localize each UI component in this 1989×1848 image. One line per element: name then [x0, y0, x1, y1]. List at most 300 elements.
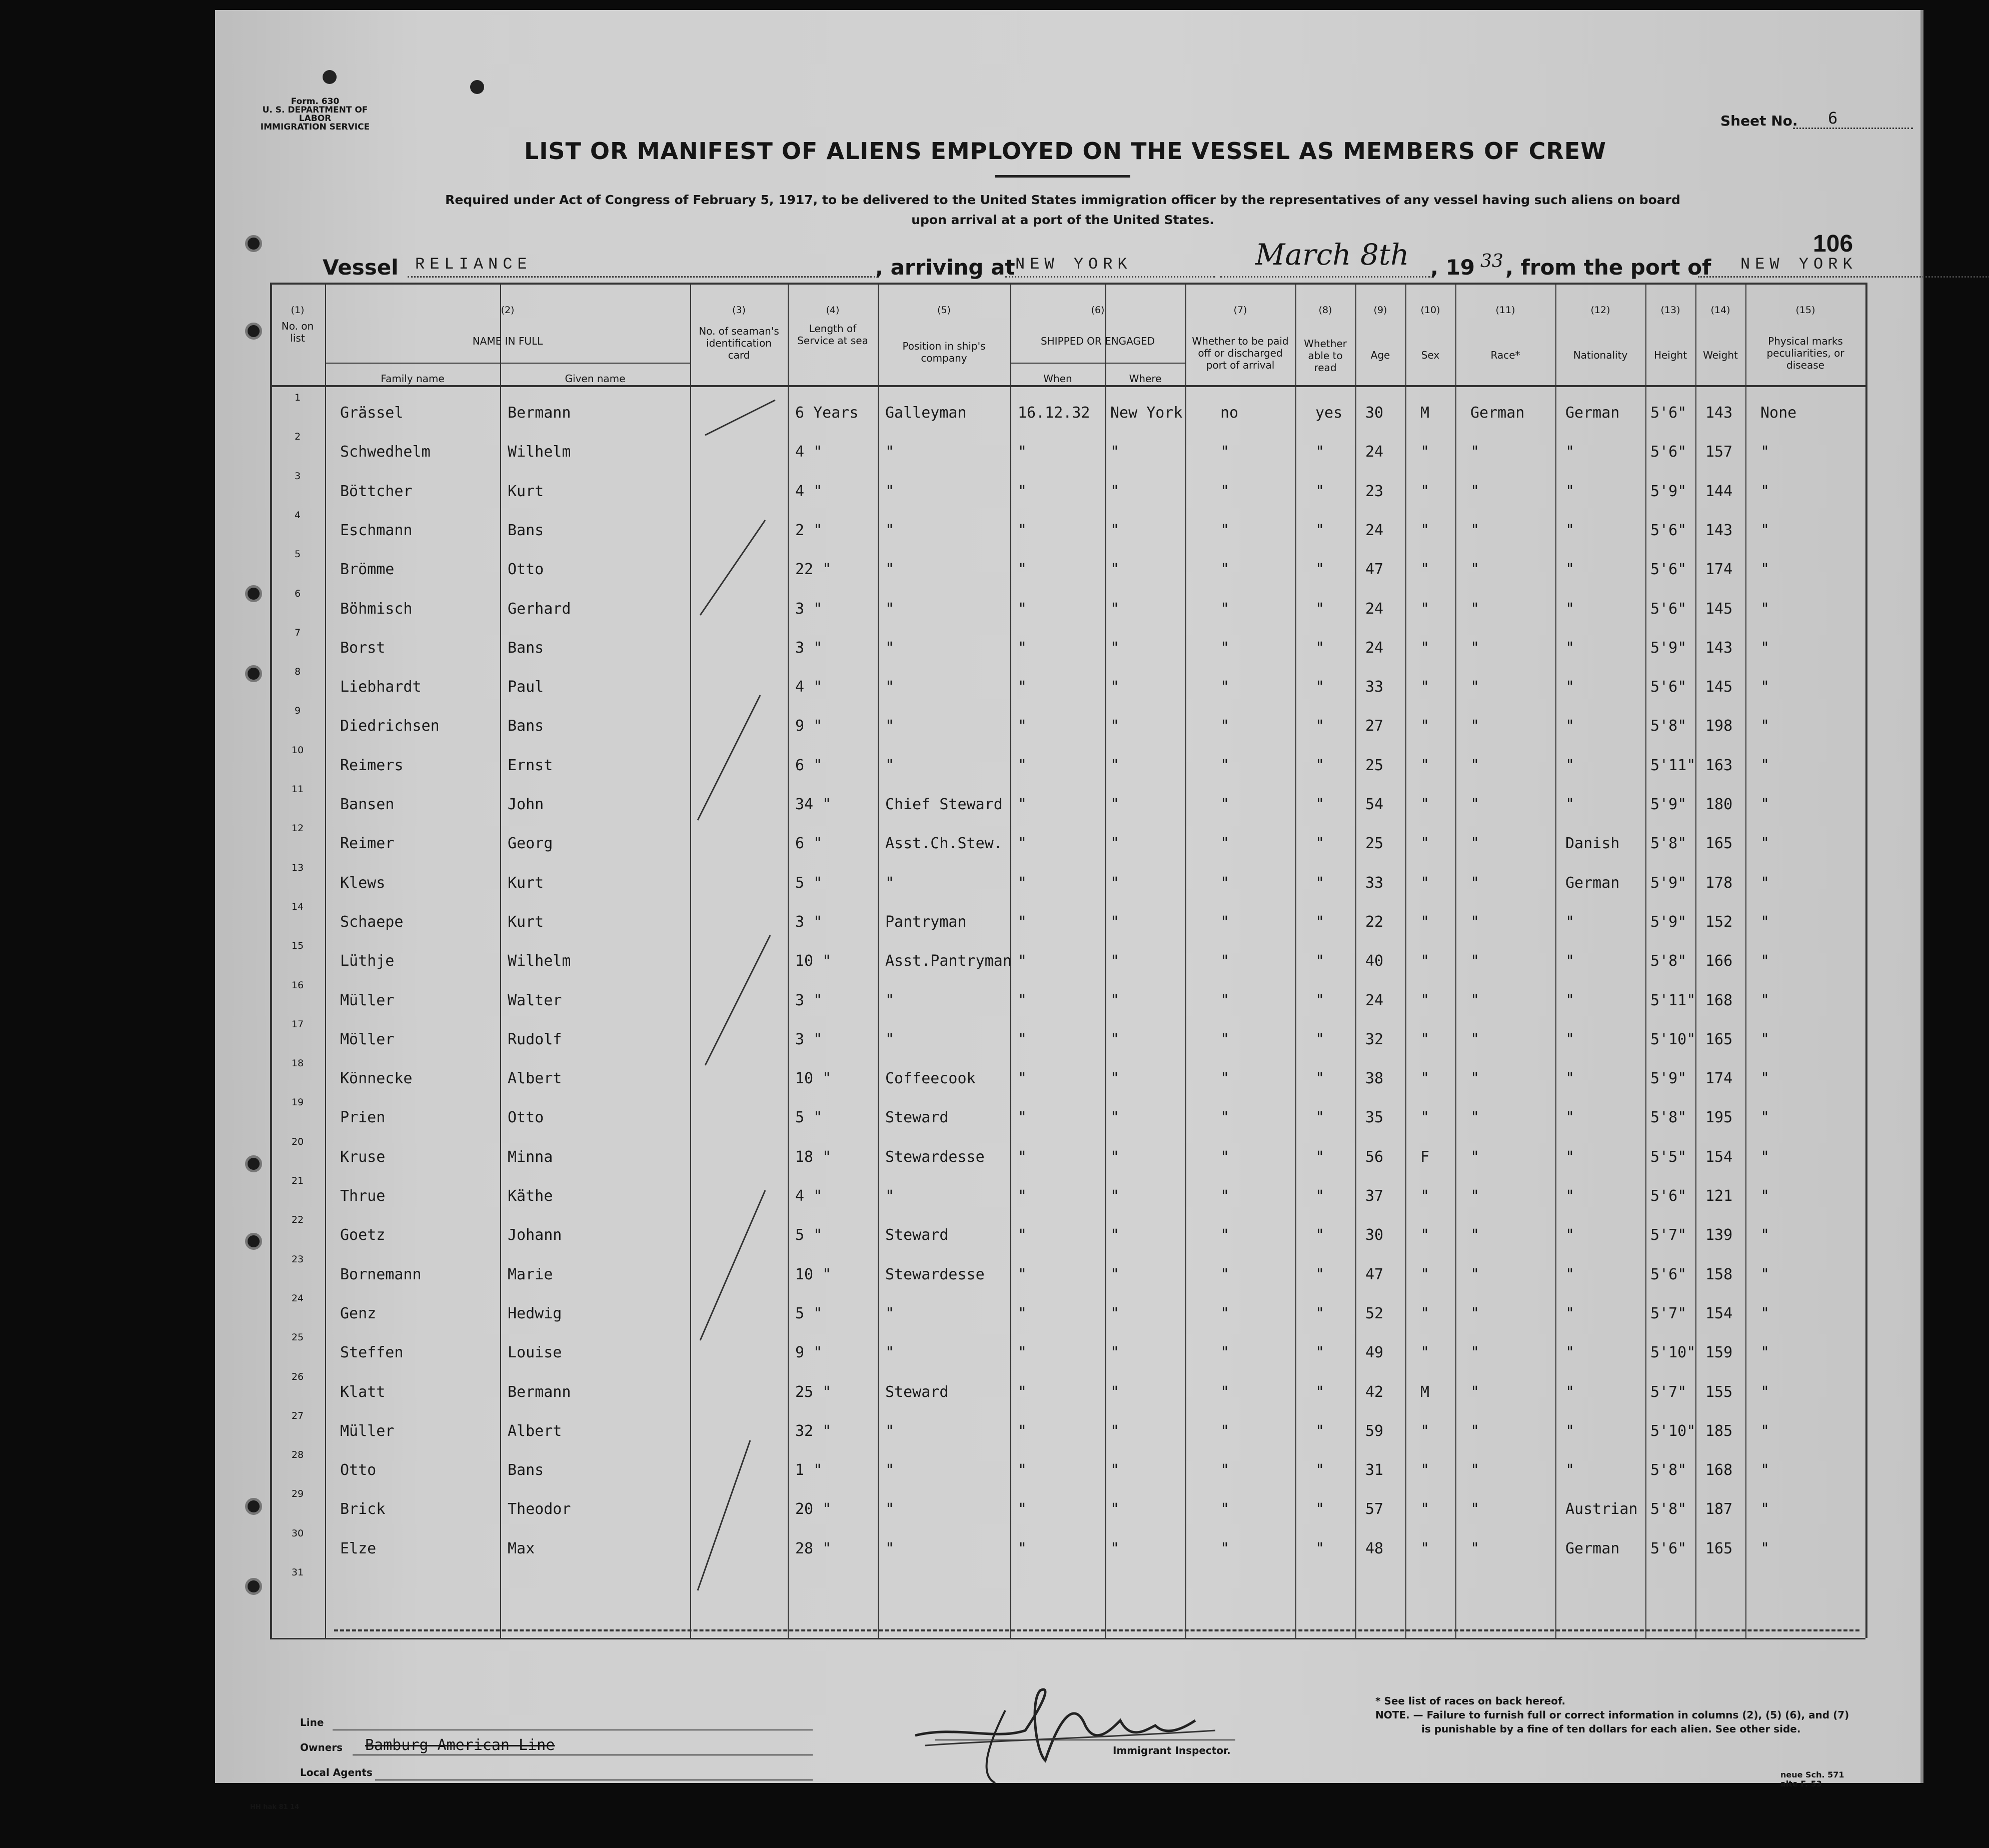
service-cell: 10 " — [795, 1265, 832, 1283]
sheet-number — [1720, 109, 1838, 129]
weight-cell: 174 — [1705, 561, 1733, 579]
sheet-number-line — [1793, 128, 1913, 129]
paid-off-cell: " — [1220, 600, 1230, 618]
service-cell: 4 " — [795, 482, 823, 500]
shipped-when-cell: " — [1018, 600, 1027, 618]
marks-cell: " — [1760, 952, 1770, 970]
age-cell: 49 — [1365, 1344, 1384, 1362]
family-name-cell: Thrue — [340, 1187, 386, 1205]
race-cell: " — [1470, 991, 1480, 1009]
race-cell: " — [1470, 952, 1480, 970]
able-to-read-cell: " — [1315, 1187, 1325, 1205]
given-name-cell: Kurt — [508, 482, 544, 500]
able-to-read-cell: " — [1315, 482, 1325, 500]
able-to-read-cell: " — [1315, 991, 1325, 1009]
shipped-where-cell: " — [1110, 600, 1120, 618]
service-cell: 3 " — [795, 639, 823, 657]
row-31-dash-line — [334, 1629, 1859, 1631]
h-paid-label: Whether to be paid off or discharged port of arrival — [1192, 335, 1289, 371]
position-cell: " — [885, 443, 895, 461]
given-name-cell: Bans — [508, 717, 544, 735]
shipped-where-cell: " — [1110, 1109, 1120, 1127]
given-name-cell: Hedwig — [508, 1304, 562, 1322]
line-underline — [333, 1729, 813, 1730]
family-name-cell: Steffen — [340, 1344, 404, 1362]
service-cell: 3 " — [795, 1030, 823, 1048]
h-shipped-label: SHIPPED OR ENGAGED — [1040, 335, 1155, 347]
h-age-number: (9) — [1373, 305, 1387, 316]
service-cell: 28 " — [795, 1539, 832, 1557]
age-cell: 33 — [1365, 678, 1384, 696]
row-number-cell: 7 — [294, 627, 301, 638]
row-number-cell: 19 — [291, 1097, 304, 1108]
paid-off-cell: " — [1220, 1461, 1230, 1479]
race-cell: " — [1470, 796, 1480, 813]
age-cell: 56 — [1365, 1148, 1384, 1166]
owners-value: Bamburg American Line — [365, 1736, 555, 1754]
h-card-label: No. of seaman's identification card — [699, 325, 779, 361]
family-name-cell: Goetz — [340, 1226, 386, 1244]
race-cell: German — [1470, 404, 1525, 422]
service-cell: 9 " — [795, 1344, 823, 1362]
height-cell: 5'8" — [1650, 1109, 1687, 1127]
nationality-cell: German — [1565, 874, 1620, 892]
given-name-cell: Kurt — [508, 913, 544, 931]
race-cell: " — [1470, 1109, 1480, 1127]
manifest-sheet — [215, 10, 1923, 1811]
h-sex-label: Sex — [1421, 349, 1440, 361]
paid-off-cell: " — [1220, 756, 1230, 774]
shipped-when-cell: " — [1018, 561, 1027, 579]
position-cell: Coffeecook — [885, 1070, 976, 1088]
family-name-cell: Bornemann — [340, 1265, 422, 1283]
h-shipped-number: (6) — [1091, 305, 1105, 316]
race-cell: " — [1470, 913, 1480, 931]
race-cell: " — [1470, 1148, 1480, 1166]
shipped-where-cell: " — [1110, 639, 1120, 657]
shipped-when-cell: " — [1018, 1070, 1027, 1088]
height-cell: 5'6" — [1650, 404, 1687, 422]
service-cell: 10 " — [795, 952, 832, 970]
row-number-cell: 10 — [291, 744, 304, 756]
h-when: When — [1043, 373, 1072, 385]
position-cell: Galleyman — [885, 404, 967, 422]
position-cell: " — [885, 756, 895, 774]
age-cell: 31 — [1365, 1461, 1384, 1479]
marks-cell: " — [1760, 1461, 1770, 1479]
family-name-cell: Grässel — [340, 404, 404, 422]
paid-off-cell: " — [1220, 678, 1230, 696]
race-cell: " — [1470, 639, 1480, 657]
marks-cell: " — [1760, 1226, 1770, 1244]
given-name-cell: Marie — [508, 1265, 553, 1283]
sex-cell: " — [1420, 639, 1430, 657]
marks-cell: " — [1760, 521, 1770, 539]
race-cell: " — [1470, 1187, 1480, 1205]
age-cell: 25 — [1365, 835, 1384, 853]
owners-label: Owners — [300, 1741, 343, 1753]
age-cell: 24 — [1365, 991, 1384, 1009]
weight-cell: 168 — [1705, 1461, 1733, 1479]
row-number-cell: 16 — [291, 979, 304, 991]
given-name-cell: Walter — [508, 991, 562, 1009]
weight-cell: 158 — [1705, 1265, 1733, 1283]
inspector-label: Immigrant Inspector. — [1113, 1744, 1231, 1756]
weight-cell: 154 — [1705, 1148, 1733, 1166]
shipped-where-cell: " — [1110, 835, 1120, 853]
position-cell: " — [885, 1539, 895, 1557]
service-cell: 32 " — [795, 1422, 832, 1440]
h-height-number: (13) — [1660, 305, 1680, 316]
service-cell: 5 " — [795, 1226, 823, 1244]
position-cell: " — [885, 482, 895, 500]
height-cell: 5'6" — [1650, 561, 1687, 579]
service-cell: 9 " — [795, 717, 823, 735]
height-cell: 5'5" — [1650, 1148, 1687, 1166]
penalty-note-1: NOTE. — Failure to furnish full or correct information in columns (2), (5) (6), and (7) — [1375, 1709, 1849, 1721]
sex-cell: " — [1420, 1500, 1430, 1518]
race-cell: " — [1470, 1265, 1480, 1283]
corner-code-1: neue Sch. 571 — [1780, 1770, 1844, 1779]
shipped-where-cell: " — [1110, 1344, 1120, 1362]
able-to-read-cell: " — [1315, 639, 1325, 657]
shipped-when-cell: " — [1018, 1383, 1027, 1401]
able-to-read-cell: " — [1315, 1265, 1325, 1283]
nationality-cell: " — [1565, 1265, 1575, 1283]
nationality-cell: " — [1565, 521, 1575, 539]
shipped-where-cell: " — [1110, 678, 1120, 696]
corner-code-2: alte F. 53 — [1780, 1779, 1822, 1788]
row-number-cell: 15 — [291, 940, 304, 952]
nationality-cell: " — [1565, 561, 1575, 579]
shipped-where-cell: " — [1110, 1304, 1120, 1322]
sex-cell: " — [1420, 521, 1430, 539]
paid-off-cell: " — [1220, 991, 1230, 1009]
marks-cell: " — [1760, 756, 1770, 774]
race-cell: " — [1470, 1344, 1480, 1362]
weight-cell: 165 — [1705, 1539, 1733, 1557]
weight-cell: 163 — [1705, 756, 1733, 774]
given-name-cell: Bans — [508, 1461, 544, 1479]
line-label: Line — [300, 1716, 324, 1728]
race-cell: " — [1470, 1461, 1480, 1479]
h-marks-number: (15) — [1795, 305, 1815, 316]
height-cell: 5'6" — [1650, 678, 1687, 696]
row-number-cell: 24 — [291, 1292, 304, 1304]
family-name-cell: Eschmann — [340, 521, 413, 539]
column-divider — [1865, 283, 1867, 1638]
height-cell: 5'10" — [1650, 1344, 1696, 1362]
row-number-cell: 2 — [294, 431, 301, 443]
h-where: Where — [1129, 373, 1162, 385]
h-read-label: Whether able to read — [1304, 338, 1347, 374]
marks-cell: " — [1760, 1539, 1770, 1557]
h-read-number: (8) — [1318, 305, 1332, 316]
table-row — [270, 1565, 1865, 1604]
page-title: LIST OR MANIFEST OF ALIENS EMPLOYED ON THE VESSEL AS MEMBERS OF CREW — [524, 138, 1606, 165]
race-cell: " — [1470, 1030, 1480, 1048]
family-name-cell: Diedrichsen — [340, 717, 440, 735]
position-cell: " — [885, 561, 895, 579]
row-number-cell: 27 — [291, 1410, 304, 1421]
subtitle-line-1: Required under Act of Congress of February 5, 1917, to be delivered to the United States immigration officer by the representatives of any vessel having such aliens on board — [445, 193, 1680, 207]
weight-cell: 143 — [1705, 639, 1733, 657]
row-number-cell: 30 — [291, 1527, 304, 1539]
shipped-when-cell: " — [1018, 717, 1027, 735]
row-number-cell: 8 — [294, 666, 301, 678]
height-cell: 5'8" — [1650, 1500, 1687, 1518]
position-cell: Steward — [885, 1383, 949, 1401]
paid-off-cell: " — [1220, 1304, 1230, 1322]
sex-cell: " — [1420, 913, 1430, 931]
position-cell: Steward — [885, 1109, 949, 1127]
shipped-where-cell: " — [1110, 796, 1120, 813]
shipped-when-cell: " — [1018, 913, 1027, 931]
shipped-where-cell: " — [1110, 1383, 1120, 1401]
row-number-cell: 12 — [291, 823, 304, 834]
sheet-number-value: 6 — [1828, 109, 1838, 128]
race-note: * See list of races on back hereof. — [1375, 1695, 1566, 1707]
shipped-where-cell: " — [1110, 1461, 1120, 1479]
sex-cell: F — [1420, 1148, 1430, 1166]
race-cell: " — [1470, 1539, 1480, 1557]
h-weight-number: (14) — [1710, 305, 1730, 316]
given-name-cell: Bermann — [508, 1383, 571, 1401]
nationality-cell: " — [1565, 1461, 1575, 1479]
family-name-cell: Brömme — [340, 561, 395, 579]
nationality-cell: " — [1565, 1148, 1575, 1166]
binder-hole — [245, 665, 262, 682]
shipped-when-cell: " — [1018, 1461, 1027, 1479]
given-name-cell: Louise — [508, 1344, 562, 1362]
nationality-cell: " — [1565, 639, 1575, 657]
weight-cell: 152 — [1705, 913, 1733, 931]
given-name-cell: Georg — [508, 835, 553, 853]
marks-cell: " — [1760, 1109, 1770, 1127]
given-name-cell: Theodor — [508, 1500, 571, 1518]
paid-off-cell: no — [1220, 404, 1239, 422]
able-to-read-cell: " — [1315, 1422, 1325, 1440]
sex-cell: " — [1420, 756, 1430, 774]
from-port-line — [1698, 276, 1989, 278]
position-cell: " — [885, 1304, 895, 1322]
family-name-cell: Müller — [340, 1422, 395, 1440]
h-given-name: Given name — [565, 373, 626, 385]
position-cell: " — [885, 991, 895, 1009]
sex-cell: " — [1420, 1226, 1430, 1244]
race-cell: " — [1470, 1226, 1480, 1244]
paid-off-cell: " — [1220, 639, 1230, 657]
row-number-cell: 20 — [291, 1136, 304, 1147]
able-to-read-cell: " — [1315, 796, 1325, 813]
sex-cell: " — [1420, 874, 1430, 892]
weight-cell: 145 — [1705, 600, 1733, 618]
service-cell: 5 " — [795, 1304, 823, 1322]
form-number: Form. 630 — [291, 97, 340, 107]
age-cell: 40 — [1365, 952, 1384, 970]
family-name-cell: Böhmisch — [340, 600, 413, 618]
family-name-cell: Otto — [340, 1461, 377, 1479]
weight-cell: 174 — [1705, 1070, 1733, 1088]
nationality-cell: " — [1565, 600, 1575, 618]
table-bottom-border — [270, 1638, 1865, 1639]
position-cell: Stewardesse — [885, 1265, 985, 1283]
nationality-cell: " — [1565, 952, 1575, 970]
nationality-cell: German — [1565, 1539, 1620, 1557]
shipped-when-cell: " — [1018, 639, 1027, 657]
able-to-read-cell: " — [1315, 1030, 1325, 1048]
row-number-cell: 1 — [294, 392, 301, 403]
nationality-cell: " — [1565, 1304, 1575, 1322]
marks-cell: None — [1760, 404, 1797, 422]
age-cell: 24 — [1365, 600, 1384, 618]
height-cell: 5'6" — [1650, 600, 1687, 618]
able-to-read-cell: " — [1315, 600, 1325, 618]
age-cell: 35 — [1365, 1109, 1384, 1127]
position-cell: " — [885, 717, 895, 735]
race-cell: " — [1470, 1500, 1480, 1518]
position-cell: " — [885, 1030, 895, 1048]
service-cell: 22 " — [795, 561, 832, 579]
service-cell: 1 " — [795, 1461, 823, 1479]
family-name-cell: Bansen — [340, 796, 395, 813]
race-cell: " — [1470, 874, 1480, 892]
service-cell: 4 " — [795, 678, 823, 696]
paid-off-cell: " — [1220, 1344, 1230, 1362]
family-name-cell: Genz — [340, 1304, 377, 1322]
given-name-cell: Albert — [508, 1422, 562, 1440]
nationality-cell: " — [1565, 1383, 1575, 1401]
paid-off-cell: " — [1220, 1030, 1230, 1048]
h-no-label: No. on list — [281, 320, 314, 344]
age-cell: 25 — [1365, 756, 1384, 774]
given-name-cell: Gerhard — [508, 600, 571, 618]
shipped-when-cell: " — [1018, 1304, 1027, 1322]
nationality-cell: " — [1565, 913, 1575, 931]
year-value: 33 — [1480, 251, 1503, 272]
nationality-cell: " — [1565, 443, 1575, 461]
sex-cell: M — [1420, 404, 1430, 422]
marks-cell: " — [1760, 913, 1770, 931]
weight-cell: 121 — [1705, 1187, 1733, 1205]
age-cell: 30 — [1365, 1226, 1384, 1244]
service-cell: 5 " — [795, 874, 823, 892]
age-cell: 23 — [1365, 482, 1384, 500]
vessel-line — [408, 276, 875, 278]
punch-hole — [323, 70, 337, 84]
service-cell: 34 " — [795, 796, 832, 813]
row-number-cell: 28 — [291, 1449, 304, 1461]
race-cell: " — [1470, 1422, 1480, 1440]
shipped-where-cell: " — [1110, 1265, 1120, 1283]
given-name-cell: Kurt — [508, 874, 544, 892]
row-number-cell: 9 — [294, 705, 301, 717]
shipped-when-cell: " — [1018, 952, 1027, 970]
able-to-read-cell: " — [1315, 874, 1325, 892]
h-race-label: Race* — [1490, 349, 1520, 361]
marks-cell: " — [1760, 874, 1770, 892]
height-cell: 5'9" — [1650, 482, 1687, 500]
age-cell: 30 — [1365, 404, 1384, 422]
weight-cell: 159 — [1705, 1344, 1733, 1362]
able-to-read-cell: " — [1315, 1500, 1325, 1518]
service-cell: 3 " — [795, 913, 823, 931]
weight-cell: 143 — [1705, 404, 1733, 422]
weight-cell: 139 — [1705, 1226, 1733, 1244]
row-number-cell: 5 — [294, 549, 301, 560]
nationality-cell: " — [1565, 1187, 1575, 1205]
marks-cell: " — [1760, 678, 1770, 696]
position-cell: Steward — [885, 1226, 949, 1244]
shipped-where-cell: " — [1110, 1422, 1120, 1440]
row-number-cell: 3 — [294, 470, 301, 482]
family-name-cell: Könnecke — [340, 1070, 413, 1088]
position-cell: Stewardesse — [885, 1148, 985, 1166]
sex-cell: " — [1420, 796, 1430, 813]
marks-cell: " — [1760, 1422, 1770, 1440]
position-cell: " — [885, 1422, 895, 1440]
paid-off-cell: " — [1220, 874, 1230, 892]
family-name-cell: Klatt — [340, 1383, 386, 1401]
family-name-cell: Kruse — [340, 1148, 386, 1166]
nationality-cell: " — [1565, 991, 1575, 1009]
marks-cell: " — [1760, 991, 1770, 1009]
race-cell: " — [1470, 600, 1480, 618]
marks-cell: " — [1760, 482, 1770, 500]
race-cell: " — [1470, 1383, 1480, 1401]
weight-cell: 145 — [1705, 678, 1733, 696]
service-cell: 2 " — [795, 521, 823, 539]
able-to-read-cell: " — [1315, 1148, 1325, 1166]
height-cell: 5'7" — [1650, 1383, 1687, 1401]
family-name-cell: Möller — [340, 1030, 395, 1048]
shipped-where-cell: " — [1110, 1030, 1120, 1048]
able-to-read-cell: " — [1315, 1344, 1325, 1362]
weight-cell: 180 — [1705, 796, 1733, 813]
arriving-label: , arriving at — [875, 255, 1015, 280]
given-name-cell: Otto — [508, 1109, 544, 1127]
paid-off-cell: " — [1220, 952, 1230, 970]
age-cell: 27 — [1365, 717, 1384, 735]
row-number-cell: 31 — [291, 1567, 304, 1578]
height-cell: 5'10" — [1650, 1422, 1696, 1440]
printer-code: HH hak 81 14 — [250, 1803, 300, 1811]
sex-cell: " — [1420, 1070, 1430, 1088]
shipped-where-cell: " — [1110, 756, 1120, 774]
nationality-cell: " — [1565, 482, 1575, 500]
age-cell: 54 — [1365, 796, 1384, 813]
row-number-cell: 23 — [291, 1253, 304, 1265]
shipped-when-cell: " — [1018, 443, 1027, 461]
row-number-cell: 22 — [291, 1214, 304, 1226]
sex-cell: " — [1420, 1187, 1430, 1205]
h-age-label: Age — [1370, 349, 1390, 361]
paid-off-cell: " — [1220, 1500, 1230, 1518]
able-to-read-cell: " — [1315, 1383, 1325, 1401]
paid-off-cell: " — [1220, 1265, 1230, 1283]
sex-cell: " — [1420, 717, 1430, 735]
nationality-cell: " — [1565, 1226, 1575, 1244]
height-cell: 5'8" — [1650, 952, 1687, 970]
height-cell: 5'6" — [1650, 521, 1687, 539]
marks-cell: " — [1760, 835, 1770, 853]
service-cell: 20 " — [795, 1500, 832, 1518]
able-to-read-cell: " — [1315, 913, 1325, 931]
marks-cell: " — [1760, 1070, 1770, 1088]
able-to-read-cell: " — [1315, 1226, 1325, 1244]
sex-cell: " — [1420, 1265, 1430, 1283]
age-cell: 24 — [1365, 521, 1384, 539]
